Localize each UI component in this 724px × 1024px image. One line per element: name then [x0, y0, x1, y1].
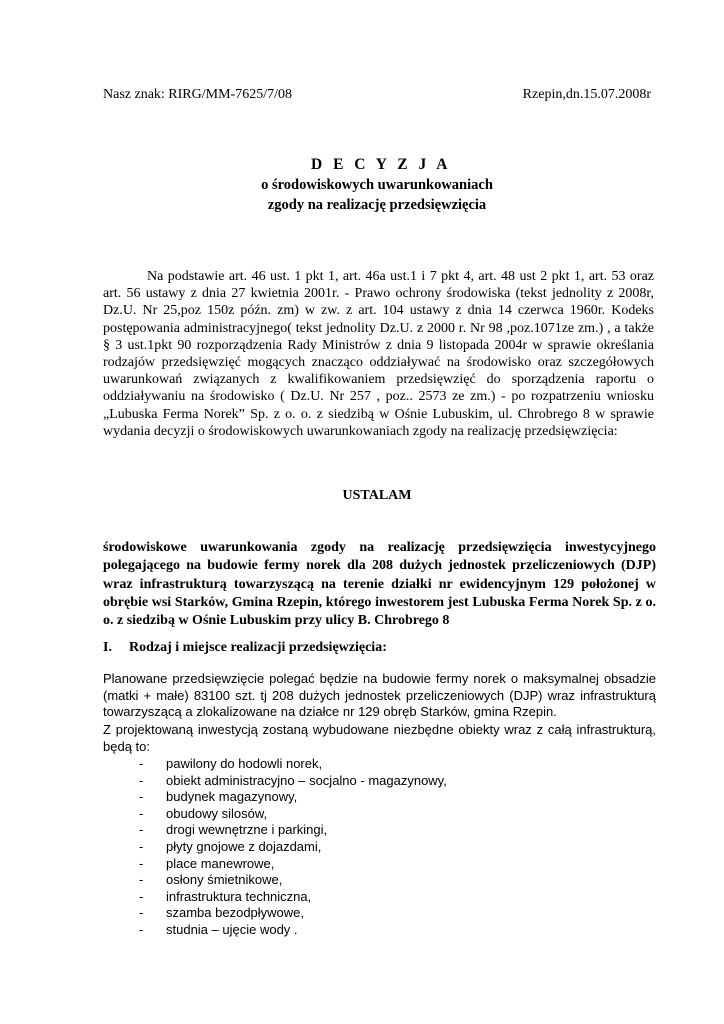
- list-item: [103, 839, 656, 856]
- list-item: [103, 872, 656, 889]
- list-item-text: studnia – ujęcie wody .: [166, 921, 298, 937]
- list-item: [103, 789, 656, 806]
- list-item-text: place manewrowe,: [166, 855, 275, 871]
- list-item-text: szamba bezodpływowe,: [166, 905, 305, 921]
- list-item: [103, 822, 656, 839]
- list-dash: -: [139, 905, 144, 921]
- list-item: [103, 806, 656, 823]
- list-dash: -: [139, 756, 144, 771]
- title-main: D E C Y Z J A: [311, 156, 451, 173]
- section-one-title: Rodzaj i miejsce realizacji przedsięwzięcia:: [129, 640, 387, 655]
- section-one-number: I.: [103, 640, 112, 655]
- list-dash: -: [139, 789, 144, 805]
- facility-list: [103, 756, 656, 939]
- list-dash: -: [139, 838, 144, 854]
- list-item: [103, 773, 656, 790]
- list-dash: -: [139, 872, 144, 888]
- list-item: [103, 856, 656, 873]
- ustalam-heading: USTALAM: [342, 488, 412, 503]
- list-item-text: drogi wewnętrzne i parkingi,: [166, 822, 328, 838]
- list-item: [103, 756, 656, 773]
- list-item-text: obiekt administracyjno – socjalno - magazynowy,: [166, 772, 447, 788]
- list-item-text: infrastruktura techniczna,: [166, 888, 312, 904]
- list-item-text: budynek magazynowy,: [166, 789, 298, 805]
- list-item-text: obudowy silosów,: [166, 805, 268, 821]
- reference-number: Nasz znak: RIRG/MM-7625/7/08: [103, 87, 292, 102]
- list-dash: -: [139, 855, 144, 871]
- list-item: [103, 889, 656, 906]
- place-and-date: Rzepin,dn.15.07.2008r: [522, 87, 651, 102]
- list-dash: -: [139, 772, 144, 788]
- list-item: [103, 922, 656, 939]
- title-line-2: zgody na realizację przedsięwzięcia: [267, 197, 487, 213]
- list-dash: -: [139, 921, 144, 937]
- determination-paragraph: środowiskowe uwarunkowania zgody na realizację przedsięwzięcia inwestycyjnego polegającego na budowie fermy norek dla 208 dużych jednostek przeliczeniowych (DJP) wraz infrastrukturą towarzyszącą na terenie działki nr ewidencyjnym 129 położonej w obrębie wsi Starków, Gmina Rzepin, którego inwestorem jest Lubuska Ferma Norek Sp. z o. o. z siedzibą w Ośnie Lubuskim przy ulicy B. Chrobrego 8: [103, 540, 656, 629]
- project-description-paragraph: Planowane przedsięwzięcie polegać będzie na budowie fermy norek o maksymalnej obsadzie (matki + małe) 83100 szt. tj 208 dużych jednostek przeliczeniowych (DJP) wraz infrastrukturą towarzyszącą a zlokalizowane na działce nr 129 obręb Starków, gmina Rzepin.: [103, 671, 656, 720]
- list-item: [103, 905, 656, 922]
- legal-basis-paragraph: Na podstawie art. 46 ust. 1 pkt 1, art. 46a ust.1 i 7 pkt 4, art. 48 ust 2 pkt 1, art. 53 oraz art. 56 ustawy z dnia 27 kwietnia 2001r. - Prawo ochrony środowiska (tekst jednolity z 2008r, Dz.U. Nr 25,poz 150z późn. zm) w zw. z art. 104 ustawy z dnia 14 czerwca 1960r. Kodeks postępowania administracyjnego( tekst jednolity Dz.U. z 2000 r. Nr 98 ,poz.1071ze zm.) , a także § 3 ust.1pkt 90 rozporządzenia Rady Ministrów z dnia 9 listopada 2004r w sprawie określania rodzajów przedsięwzięć mogących znacząco oddziaływać na środowisko oraz szczegółowych uwarunkowań związanych z kwalifikowaniem przedsięwzięć do sporządzenia raportu o oddziaływaniu na środowisko ( Dz.U. Nr 257 , poz.. 2573 ze zm.) - po rozpatrzeniu wniosku „Lubuska Ferma Norek” Sp. z o. o. z siedzibą w Ośnie Lubuskim, ul. Chrobrego 8 w sprawie wydania decyzji o środowiskowych uwarunkowaniach zgody na realizację przedsięwzięcia:: [103, 269, 654, 439]
- title-line-1: o środowiskowych uwarunkowaniach: [261, 177, 493, 193]
- list-item-text: pawilony do hodowli norek,: [166, 756, 323, 771]
- list-item-text: osłony śmietnikowe,: [166, 872, 283, 888]
- list-dash: -: [139, 822, 144, 838]
- facilities-intro-paragraph: Z projektowaną inwestycją zostaną wybudowane niezbędne obiekty wraz z całą infrastrukturą, będą to:: [103, 722, 656, 754]
- list-item-text: płyty gnojowe z dojazdami,: [166, 838, 322, 854]
- list-dash: -: [139, 888, 144, 904]
- list-dash: -: [139, 805, 144, 821]
- decision-title: [103, 155, 651, 215]
- section-one-heading: [103, 639, 656, 656]
